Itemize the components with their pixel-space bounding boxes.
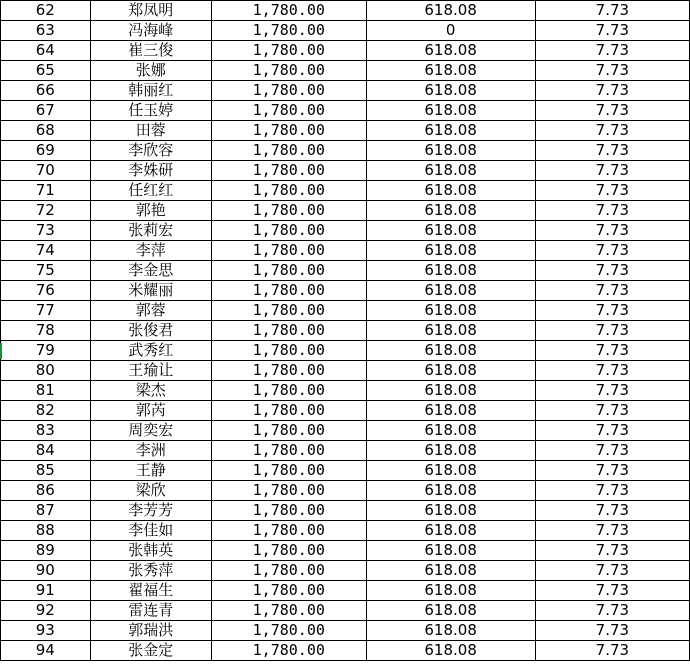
table-row[interactable] <box>1 501 690 521</box>
last-cell[interactable]: 7.73 <box>535 481 689 501</box>
mid-cell[interactable]: 618.08 <box>366 81 535 101</box>
table-row[interactable] <box>1 161 690 181</box>
table-row[interactable] <box>1 41 690 61</box>
name-cell[interactable]: 冯海峰 <box>90 21 212 41</box>
name-cell[interactable]: 周奕宏 <box>90 421 212 441</box>
table-row[interactable] <box>1 521 690 541</box>
name-cell[interactable]: 米耀丽 <box>90 281 212 301</box>
amount-cell[interactable]: 1,780.00 <box>212 281 366 301</box>
table-row[interactable] <box>1 221 690 241</box>
last-cell[interactable]: 7.73 <box>535 141 689 161</box>
mid-cell[interactable]: 618.08 <box>366 61 535 81</box>
last-cell[interactable]: 7.73 <box>535 601 689 621</box>
row-index-cell[interactable]: 77 <box>1 301 91 321</box>
row-index-cell[interactable]: 71 <box>1 181 91 201</box>
name-cell[interactable]: 郑凤明 <box>90 1 212 21</box>
row-index-cell[interactable]: 84 <box>1 441 91 461</box>
name-cell[interactable]: 任红红 <box>90 181 212 201</box>
mid-cell[interactable]: 618.08 <box>366 141 535 161</box>
row-index-cell[interactable]: 67 <box>1 101 91 121</box>
table-row[interactable] <box>1 301 690 321</box>
last-cell[interactable]: 7.73 <box>535 121 689 141</box>
name-cell[interactable]: 张俊君 <box>90 321 212 341</box>
table-row[interactable] <box>1 261 690 281</box>
amount-cell[interactable]: 1,780.00 <box>212 321 366 341</box>
mid-cell[interactable]: 618.08 <box>366 601 535 621</box>
last-cell[interactable]: 7.73 <box>535 641 689 661</box>
table-row[interactable] <box>1 561 690 581</box>
last-cell[interactable]: 7.73 <box>535 221 689 241</box>
name-cell[interactable]: 郭芮 <box>90 401 212 421</box>
last-cell[interactable]: 7.73 <box>535 561 689 581</box>
last-cell[interactable]: 7.73 <box>535 301 689 321</box>
mid-cell[interactable]: 618.08 <box>366 1 535 21</box>
mid-cell[interactable]: 618.08 <box>366 241 535 261</box>
table-row[interactable] <box>1 281 690 301</box>
mid-cell[interactable]: 618.08 <box>366 161 535 181</box>
amount-cell[interactable]: 1,780.00 <box>212 121 366 141</box>
mid-cell[interactable]: 618.08 <box>366 121 535 141</box>
last-cell[interactable]: 7.73 <box>535 81 689 101</box>
amount-cell[interactable]: 1,780.00 <box>212 101 366 121</box>
name-cell[interactable]: 王瑜让 <box>90 361 212 381</box>
amount-cell[interactable]: 1,780.00 <box>212 41 366 61</box>
row-index-cell[interactable]: 81 <box>1 381 91 401</box>
row-index-cell[interactable]: 62 <box>1 1 91 21</box>
mid-cell[interactable]: 618.08 <box>366 541 535 561</box>
amount-cell[interactable]: 1,780.00 <box>212 221 366 241</box>
amount-cell[interactable]: 1,780.00 <box>212 81 366 101</box>
row-index-cell[interactable]: 87 <box>1 501 91 521</box>
last-cell[interactable]: 7.73 <box>535 181 689 201</box>
name-cell[interactable]: 李姝研 <box>90 161 212 181</box>
amount-cell[interactable]: 1,780.00 <box>212 501 366 521</box>
mid-cell[interactable]: 618.08 <box>366 561 535 581</box>
table-row[interactable] <box>1 201 690 221</box>
table-row[interactable] <box>1 1 690 21</box>
amount-cell[interactable]: 1,780.00 <box>212 241 366 261</box>
mid-cell[interactable]: 618.08 <box>366 381 535 401</box>
name-cell[interactable]: 雷连青 <box>90 601 212 621</box>
last-cell[interactable]: 7.73 <box>535 201 689 221</box>
table-row[interactable] <box>1 181 690 201</box>
last-cell[interactable]: 7.73 <box>535 361 689 381</box>
amount-cell[interactable]: 1,780.00 <box>212 461 366 481</box>
mid-cell[interactable]: 618.08 <box>366 401 535 421</box>
table-row[interactable] <box>1 581 690 601</box>
amount-cell[interactable]: 1,780.00 <box>212 601 366 621</box>
amount-cell[interactable]: 1,780.00 <box>212 341 366 361</box>
table-row[interactable] <box>1 141 690 161</box>
last-cell[interactable]: 7.73 <box>535 501 689 521</box>
table-row[interactable] <box>1 401 690 421</box>
name-cell[interactable]: 张秀萍 <box>90 561 212 581</box>
amount-cell[interactable]: 1,780.00 <box>212 421 366 441</box>
mid-cell[interactable]: 618.08 <box>366 201 535 221</box>
row-index-cell[interactable]: 92 <box>1 601 91 621</box>
amount-cell[interactable]: 1,780.00 <box>212 161 366 181</box>
name-cell[interactable]: 李芳芳 <box>90 501 212 521</box>
amount-cell[interactable]: 1,780.00 <box>212 381 366 401</box>
last-cell[interactable]: 7.73 <box>535 541 689 561</box>
amount-cell[interactable]: 1,780.00 <box>212 441 366 461</box>
row-index-cell[interactable]: 82 <box>1 401 91 421</box>
mid-cell[interactable]: 618.08 <box>366 221 535 241</box>
last-cell[interactable]: 7.73 <box>535 341 689 361</box>
last-cell[interactable]: 7.73 <box>535 101 689 121</box>
table-row[interactable] <box>1 541 690 561</box>
mid-cell[interactable]: 618.08 <box>366 101 535 121</box>
mid-cell[interactable]: 618.08 <box>366 481 535 501</box>
mid-cell[interactable]: 618.08 <box>366 281 535 301</box>
row-index-cell[interactable]: 94 <box>1 641 91 661</box>
amount-cell[interactable]: 1,780.00 <box>212 621 366 641</box>
selection-indicator <box>0 343 2 359</box>
last-cell[interactable]: 7.73 <box>535 41 689 61</box>
mid-cell[interactable]: 0 <box>366 21 535 41</box>
row-index-cell[interactable]: 78 <box>1 321 91 341</box>
table-row[interactable] <box>1 601 690 621</box>
row-index-cell[interactable]: 72 <box>1 201 91 221</box>
amount-cell[interactable]: 1,780.00 <box>212 561 366 581</box>
amount-cell[interactable]: 1,780.00 <box>212 261 366 281</box>
mid-cell[interactable]: 618.08 <box>366 521 535 541</box>
mid-cell[interactable]: 618.08 <box>366 341 535 361</box>
last-cell[interactable]: 7.73 <box>535 441 689 461</box>
mid-cell[interactable]: 618.08 <box>366 321 535 341</box>
row-index-cell[interactable]: 69 <box>1 141 91 161</box>
row-index-cell[interactable]: 63 <box>1 21 91 41</box>
table-row[interactable] <box>1 421 690 441</box>
amount-cell[interactable]: 1,780.00 <box>212 401 366 421</box>
row-index-cell[interactable]: 93 <box>1 621 91 641</box>
row-index-cell[interactable]: 75 <box>1 261 91 281</box>
name-cell[interactable]: 梁欣 <box>90 481 212 501</box>
row-index-cell[interactable]: 74 <box>1 241 91 261</box>
last-cell[interactable]: 7.73 <box>535 241 689 261</box>
last-cell[interactable]: 7.73 <box>535 401 689 421</box>
row-index-cell[interactable]: 76 <box>1 281 91 301</box>
table-row[interactable] <box>1 81 690 101</box>
last-cell[interactable]: 7.73 <box>535 1 689 21</box>
last-cell[interactable]: 7.73 <box>535 161 689 181</box>
last-cell[interactable]: 7.73 <box>535 321 689 341</box>
mid-cell[interactable]: 618.08 <box>366 501 535 521</box>
name-cell[interactable]: 李洲 <box>90 441 212 461</box>
row-index-cell[interactable]: 79 <box>1 341 91 361</box>
row-index-cell[interactable]: 70 <box>1 161 91 181</box>
amount-cell[interactable]: 1,780.00 <box>212 361 366 381</box>
row-index-cell[interactable]: 90 <box>1 561 91 581</box>
mid-cell[interactable]: 618.08 <box>366 421 535 441</box>
mid-cell[interactable]: 618.08 <box>366 441 535 461</box>
table-row[interactable] <box>1 641 690 661</box>
row-index-cell[interactable]: 73 <box>1 221 91 241</box>
name-cell[interactable]: 张韩英 <box>90 541 212 561</box>
mid-cell[interactable]: 618.08 <box>366 301 535 321</box>
name-cell[interactable]: 李欣容 <box>90 141 212 161</box>
row-index-cell[interactable]: 89 <box>1 541 91 561</box>
mid-cell[interactable]: 618.08 <box>366 181 535 201</box>
name-cell[interactable]: 韩丽红 <box>90 81 212 101</box>
last-cell[interactable]: 7.73 <box>535 61 689 81</box>
amount-cell[interactable]: 1,780.00 <box>212 301 366 321</box>
mid-cell[interactable]: 618.08 <box>366 361 535 381</box>
mid-cell[interactable]: 618.08 <box>366 261 535 281</box>
amount-cell[interactable]: 1,780.00 <box>212 141 366 161</box>
amount-cell[interactable]: 1,780.00 <box>212 181 366 201</box>
table-row[interactable] <box>1 241 690 261</box>
last-cell[interactable]: 7.73 <box>535 421 689 441</box>
mid-cell[interactable]: 618.08 <box>366 621 535 641</box>
mid-cell[interactable]: 618.08 <box>366 641 535 661</box>
table-row[interactable] <box>1 361 690 381</box>
last-cell[interactable]: 7.73 <box>535 381 689 401</box>
name-cell[interactable]: 梁杰 <box>90 381 212 401</box>
last-cell[interactable]: 7.73 <box>535 21 689 41</box>
amount-cell[interactable]: 1,780.00 <box>212 541 366 561</box>
amount-cell[interactable]: 1,780.00 <box>212 21 366 41</box>
name-cell[interactable]: 王静 <box>90 461 212 481</box>
name-cell[interactable]: 崔三俊 <box>90 41 212 61</box>
row-index-cell[interactable]: 80 <box>1 361 91 381</box>
table-row[interactable] <box>1 441 690 461</box>
name-cell[interactable]: 任玉婷 <box>90 101 212 121</box>
row-index-cell[interactable]: 85 <box>1 461 91 481</box>
table-row[interactable] <box>1 21 690 41</box>
last-cell[interactable]: 7.73 <box>535 461 689 481</box>
amount-cell[interactable]: 1,780.00 <box>212 581 366 601</box>
mid-cell[interactable]: 618.08 <box>366 41 535 61</box>
table-row[interactable] <box>1 481 690 501</box>
amount-cell[interactable]: 1,780.00 <box>212 481 366 501</box>
row-index-cell[interactable]: 66 <box>1 81 91 101</box>
last-cell[interactable]: 7.73 <box>535 621 689 641</box>
amount-cell[interactable]: 1,780.00 <box>212 1 366 21</box>
table-row[interactable] <box>1 321 690 341</box>
name-cell[interactable]: 武秀红 <box>90 341 212 361</box>
table-row[interactable] <box>1 381 690 401</box>
name-cell[interactable]: 张莉宏 <box>90 221 212 241</box>
table-row[interactable] <box>1 461 690 481</box>
name-cell[interactable]: 田蓉 <box>90 121 212 141</box>
amount-cell[interactable]: 1,780.00 <box>212 61 366 81</box>
table-row[interactable] <box>1 61 690 81</box>
name-cell[interactable]: 翟福生 <box>90 581 212 601</box>
row-index-cell[interactable]: 65 <box>1 61 91 81</box>
table-body <box>1 1 690 661</box>
amount-cell[interactable]: 1,780.00 <box>212 201 366 221</box>
row-index-cell[interactable]: 68 <box>1 121 91 141</box>
name-cell[interactable]: 张娜 <box>90 61 212 81</box>
name-cell[interactable]: 李萍 <box>90 241 212 261</box>
table-row[interactable] <box>1 341 690 361</box>
amount-cell[interactable]: 1,780.00 <box>212 641 366 661</box>
name-cell[interactable]: 郭蓉 <box>90 301 212 321</box>
last-cell[interactable]: 7.73 <box>535 281 689 301</box>
row-index-cell[interactable]: 64 <box>1 41 91 61</box>
name-cell[interactable]: 郭艳 <box>90 201 212 221</box>
name-cell[interactable]: 张金定 <box>90 641 212 661</box>
row-index-cell[interactable]: 91 <box>1 581 91 601</box>
name-cell[interactable]: 李佳如 <box>90 521 212 541</box>
name-cell[interactable]: 李金思 <box>90 261 212 281</box>
name-cell[interactable]: 郭瑞洪 <box>90 621 212 641</box>
row-index-cell[interactable]: 86 <box>1 481 91 501</box>
table-row[interactable] <box>1 101 690 121</box>
row-index-cell[interactable]: 88 <box>1 521 91 541</box>
mid-cell[interactable]: 618.08 <box>366 461 535 481</box>
last-cell[interactable]: 7.73 <box>535 261 689 281</box>
table-row[interactable] <box>1 121 690 141</box>
amount-cell[interactable]: 1,780.00 <box>212 521 366 541</box>
last-cell[interactable]: 7.73 <box>535 521 689 541</box>
mid-cell[interactable]: 618.08 <box>366 581 535 601</box>
row-index-cell[interactable]: 83 <box>1 421 91 441</box>
table-row[interactable] <box>1 621 690 641</box>
last-cell[interactable]: 7.73 <box>535 581 689 601</box>
